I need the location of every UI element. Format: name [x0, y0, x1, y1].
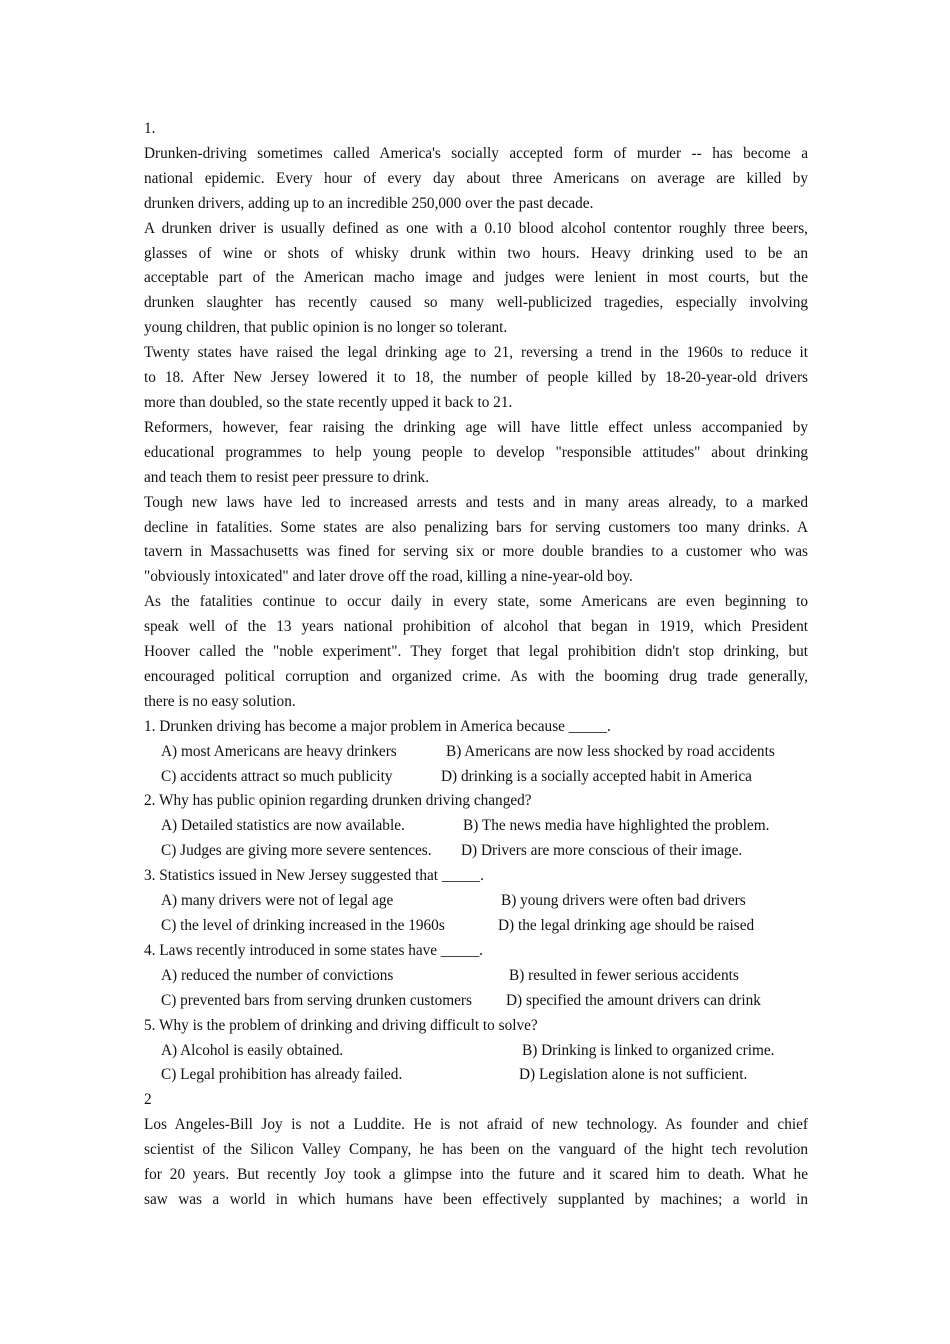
- text-line: to 18. After New Jersey lowered it to 18, the number of people killed by 18-20-year-old drivers: [144, 369, 808, 387]
- question-text: 1. Drunken driving has become a major problem in America because _____.: [144, 717, 611, 735]
- option-a: A) many drivers were not of legal age: [161, 892, 394, 910]
- paragraph-3: [144, 341, 808, 416]
- text-line: A drunken driver is usually defined as one with a 0.10 blood alcohol contentor roughly three beers,: [144, 219, 808, 237]
- section-2-number: 2: [144, 1091, 152, 1109]
- text-line: tavern in Massachusetts was fined for serving six or more double brandies to a customer who was: [144, 543, 808, 561]
- text-line: national epidemic. Every hour of every day about three Americans on average are killed by: [144, 169, 808, 187]
- option-b: B) Americans are now less shocked by road accidents: [446, 742, 775, 760]
- option-row: [144, 889, 808, 914]
- option-d: D) Drivers are more conscious of their image.: [461, 842, 743, 860]
- paragraph-2: [144, 217, 808, 342]
- question-1: [144, 715, 808, 790]
- text-line: more than doubled, so the state recently upped it back to 21.: [144, 393, 513, 411]
- option-c: C) the level of drinking increased in the 1960s: [161, 917, 445, 934]
- option-d: D) specified the amount drivers can drink: [506, 991, 761, 1009]
- option-b: B) Drinking is linked to organized crime.: [522, 1041, 775, 1059]
- option-row: [144, 740, 808, 765]
- option-d: D) the legal drinking age should be raised: [498, 917, 755, 934]
- section-1-number: 1.: [144, 120, 156, 137]
- paragraph-1: [144, 142, 808, 217]
- option-row: [144, 839, 808, 864]
- option-row: [144, 914, 808, 939]
- paragraph-4: [144, 416, 808, 491]
- text-line: saw was a world in which humans have been effectively supplanted by machines; a world in: [144, 1190, 808, 1208]
- question-text: 3. Statistics issued in New Jersey suggested that _____.: [144, 867, 484, 885]
- text-line: encouraged political corruption and organized crime. As with the booming drug trade generally,: [144, 667, 808, 685]
- text-line: Twenty states have raised the legal drinking age to 21, reversing a trend in the 1960s to reduce it: [144, 344, 808, 362]
- question-text: 5. Why is the problem of drinking and driving difficult to solve?: [144, 1016, 538, 1034]
- text-line: Hoover called the "noble experiment". They forget that legal prohibition didn't stop drinking, but: [144, 643, 808, 661]
- paragraph-5: [144, 491, 808, 591]
- text-line: drunken drivers, adding up to an incredible 250,000 over the past decade.: [144, 194, 594, 212]
- question-5: [144, 1014, 808, 1089]
- option-b: B) young drivers were often bad drivers: [501, 892, 746, 910]
- text-line: speak well of the 13 years national prohibition of alcohol that began in 1919, which President: [144, 618, 808, 636]
- text-line: drunken slaughter has recently caused so many well-publicized tragedies, especially involving: [144, 294, 808, 312]
- text-line: Los Angeles-Bill Joy is not a Luddite. He is not afraid of new technology. As founder and chief: [144, 1116, 808, 1134]
- document-page: [144, 117, 808, 1213]
- option-row: [144, 765, 808, 790]
- text-line: Reformers, however, fear raising the drinking age will have little effect unless accompanied by: [144, 418, 808, 436]
- option-row: [144, 1039, 808, 1064]
- text-line: young children, that public opinion is no longer so tolerant.: [144, 319, 508, 337]
- text-line: "obviously intoxicated" and later drove off the road, killing a nine-year-old boy.: [144, 568, 633, 586]
- option-row: [144, 1063, 808, 1088]
- option-a: A) Detailed statistics are now available.: [161, 817, 405, 835]
- option-row: [144, 989, 808, 1014]
- option-d: D) drinking is a socially accepted habit in America: [441, 767, 752, 785]
- option-row: [144, 814, 808, 839]
- paragraph-6: [144, 590, 808, 715]
- question-text: 2. Why has public opinion regarding drunken driving changed?: [144, 792, 532, 810]
- text-line: Drunken-driving sometimes called America's socially accepted form of murder -- has become a: [144, 144, 808, 162]
- question-2: [144, 789, 808, 864]
- section-2-paragraph: [144, 1113, 808, 1213]
- option-a: A) reduced the number of convictions: [161, 966, 394, 984]
- option-b: B) resulted in fewer serious accidents: [509, 966, 739, 984]
- option-b: B) The news media have highlighted the problem.: [463, 817, 770, 835]
- option-c: C) Legal prohibition has already failed.: [161, 1066, 403, 1084]
- option-c: C) Judges are giving more severe sentences.: [161, 842, 432, 860]
- text-line: As the fatalities continue to occur daily in every state, some Americans are even beginning to: [144, 593, 808, 611]
- option-c: C) accidents attract so much publicity: [161, 767, 393, 785]
- option-d: D) Legislation alone is not sufficient.: [519, 1066, 748, 1084]
- text-line: decline in fatalities. Some states are also penalizing bars for serving customers too many drinks. A: [144, 518, 808, 536]
- text-line: glasses of wine or shots of whisky drunk within two hours. Heavy drinking used to be an: [144, 244, 808, 262]
- text-line: educational programmes to help young people to develop "responsible attitudes" about drinking: [144, 443, 808, 461]
- text-line: for 20 years. But recently Joy took a glimpse into the future and it scared him to death. What he: [144, 1166, 808, 1184]
- question-text: 4. Laws recently introduced in some states have _____.: [144, 941, 483, 959]
- option-c: C) prevented bars from serving drunken customers: [161, 991, 472, 1009]
- option-a: A) most Americans are heavy drinkers: [161, 742, 397, 760]
- text-line: and teach them to resist peer pressure to drink.: [144, 468, 430, 486]
- text-line: scientist of the Silicon Valley Company, he has been on the vanguard of the hight tech revolution: [144, 1141, 808, 1159]
- option-a: A) Alcohol is easily obtained.: [161, 1041, 344, 1059]
- question-4: [144, 939, 808, 1014]
- question-3: [144, 864, 808, 939]
- text-line: there is no easy solution.: [144, 692, 296, 710]
- text-line: Tough new laws have led to increased arrests and tests and in many areas already, to a marked: [144, 493, 808, 511]
- text-line: acceptable part of the American macho image and judges were lenient in most courts, but the: [144, 269, 808, 287]
- option-row: [144, 964, 808, 989]
